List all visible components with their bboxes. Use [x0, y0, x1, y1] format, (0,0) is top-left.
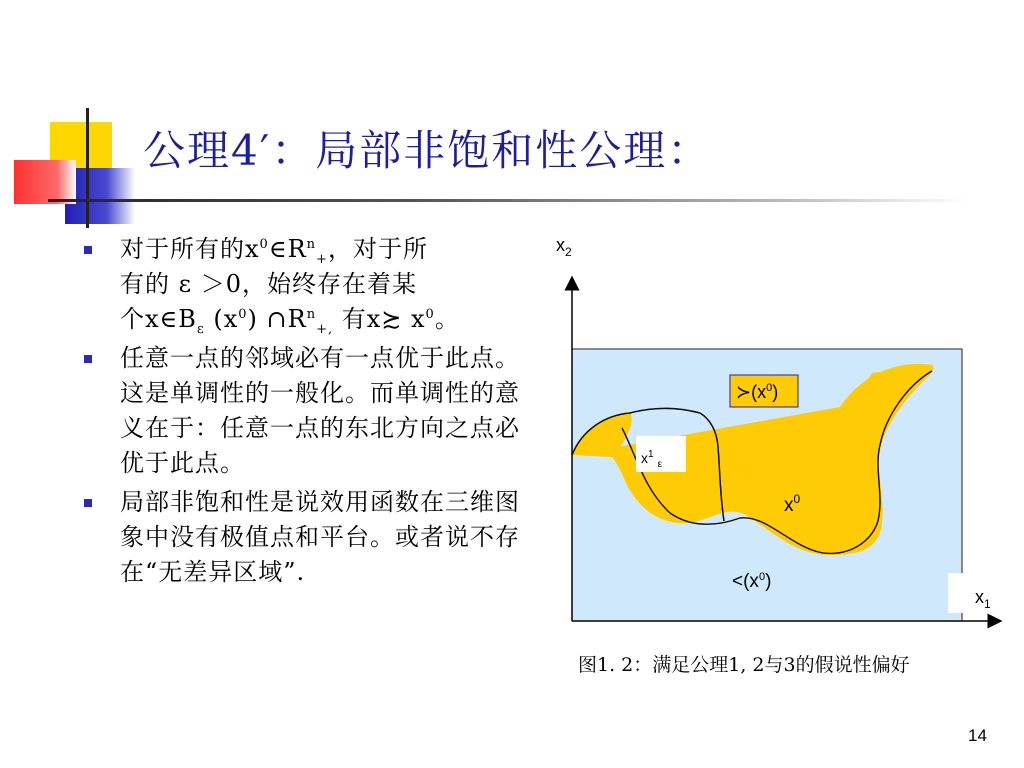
bullet-2-text: 任意一点的邻域必有一点优于此点。这是单调性的一般化。而单调性的意义在于：任意一点的东北方向之点必优于此点。: [120, 344, 520, 477]
preference-diagram: [540, 225, 1010, 645]
bullet-square-icon: [84, 246, 92, 254]
deco-horizontal-line: [48, 199, 968, 202]
bullet-3-text: 局部非饱和性是说效用函数在三维图象中没有极值点和平台。或者说不存在“无差异区域”.: [120, 488, 520, 586]
x-axis-label: $x_1$: [975, 587, 991, 611]
bullet-list: [84, 232, 534, 594]
bullet-1-line-3: 个$x\in B_\varepsilon$ $(x^0)$ $\cap R^n_{+,}$ 有x≿ $x^0$。: [120, 305, 460, 337]
bullet-1-line-1: 对于所有的$x^0\in R^n_+$，对于所: [120, 235, 428, 267]
deco-red-square: [14, 160, 76, 204]
bullet-square-icon: [84, 355, 92, 363]
x0-point-label: $x^0$: [784, 492, 801, 516]
eps-point-label: $x^1_\varepsilon$: [641, 449, 663, 470]
lower-set-label: $<(x^0)$: [732, 571, 772, 592]
bullet-square-icon: [84, 499, 92, 507]
bullet-item-3: [84, 485, 534, 590]
upper-set-label: $≻(x^0)$: [736, 382, 779, 402]
deco-vertical-line: [86, 108, 89, 228]
y-axis-label: $x_2$: [556, 235, 572, 259]
slide-title: 公理4′：局部非饱和性公理：: [143, 126, 712, 175]
page-number: 14: [968, 726, 987, 745]
bullet-1-line-2: 有的 ε ＞0，始终存在着某: [120, 270, 417, 298]
bullet-item-2: [84, 341, 534, 481]
bullet-item-1: [84, 232, 534, 337]
figure-caption: 图1. 2：满足公理1, 2与3的假说性偏好: [578, 654, 910, 676]
